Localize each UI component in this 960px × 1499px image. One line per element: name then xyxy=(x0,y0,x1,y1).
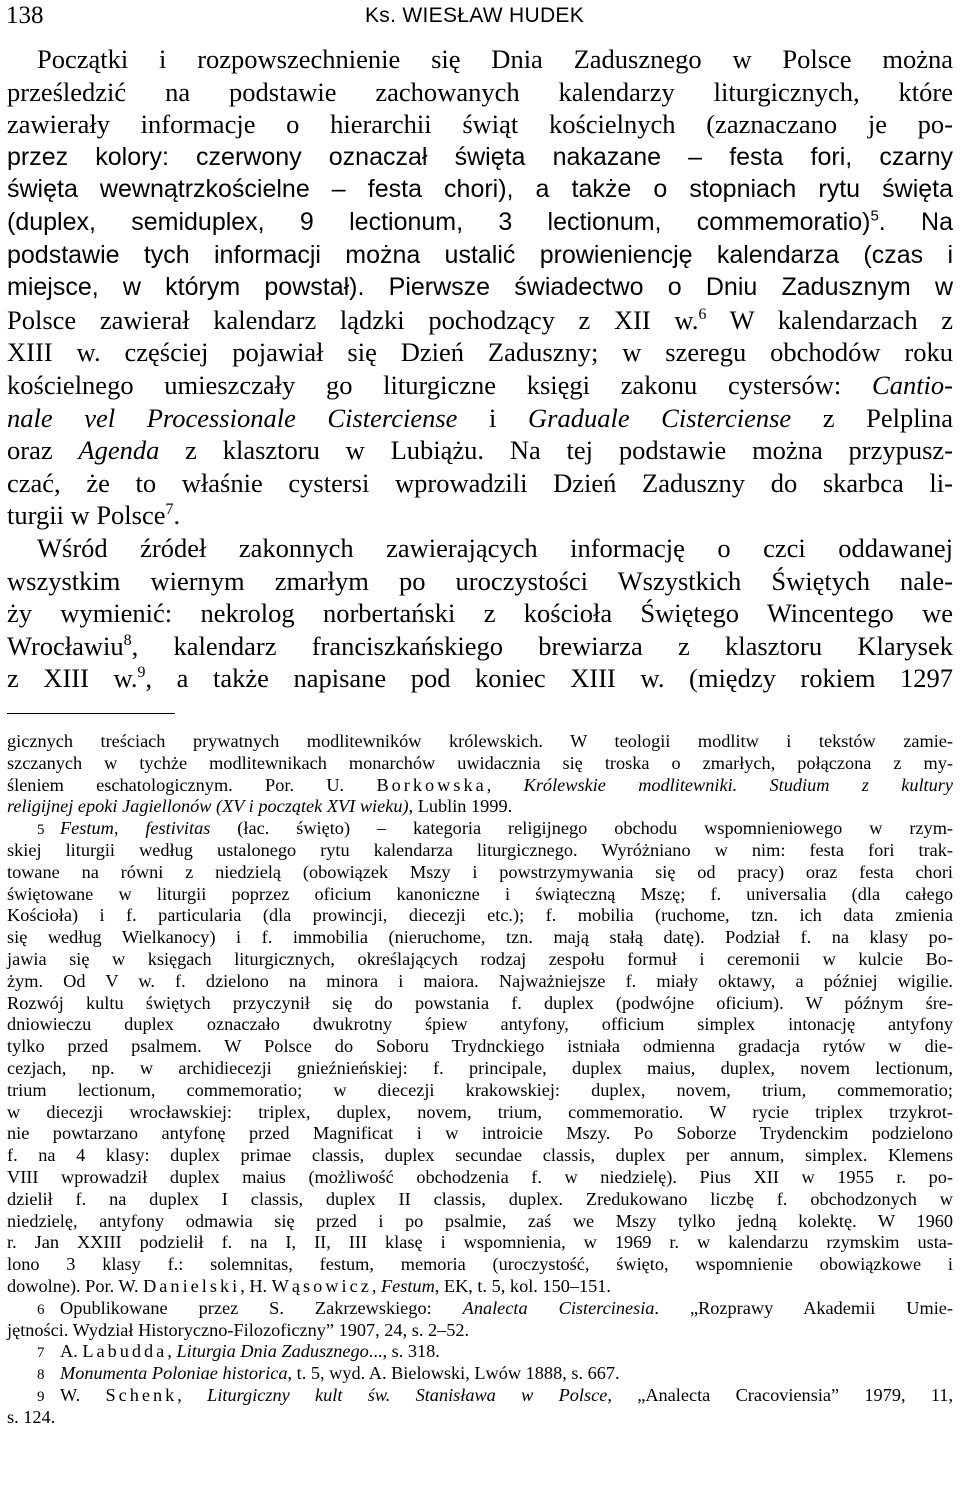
footnote-line: jętności. Wydział Historyczno-Filozoficzny” 1907, 24, s. 2–52. xyxy=(7,1319,470,1340)
text-line: przez kolory: czerwony oznaczał święta nakazane – festa fori, czarny xyxy=(7,142,953,171)
footnote-ref: 7 xyxy=(165,501,174,519)
footnote-line: świętowane w liturgii poprzez oficium kanoniczne i świąteczną Mszę; f. universalia (dla całego xyxy=(7,883,953,904)
footnote-line: dzielił f. na duplex I classis, duplex II classis, duplex. Zredukowano liczbę f. obchodzonych w xyxy=(7,1188,953,1209)
footnote-line: skiej liturgii według ustalonego rytu kalendarza liturgicznego. Wyróżniano w nim: festa fori trak- xyxy=(7,839,953,860)
footnote-line: 6 Opublikowane przez S. Zakrzewskiego: Analecta Cistercinesia. „Rozprawy Akademii Umie- xyxy=(7,1298,953,1320)
footnote-marker: 6 xyxy=(37,1301,45,1318)
footnotes xyxy=(7,731,953,1429)
text-line: Początki i rozpowszechnienie się Dnia Zadusznego w Polsce można xyxy=(37,44,953,74)
footnote-line: w diecezji wrocławskiej: triplex, duplex, novem, trium, commemoratio. W rycie triplex trzykrot- xyxy=(7,1101,953,1122)
text-line: Wśród źródeł zakonnych zawierających informację o czci oddawanej xyxy=(37,532,953,563)
footnote-line: się według Wielkanocy) i f. immobilia (nieruchome, tzn. mają stałą datę). Podział f. na klasy po- xyxy=(7,927,953,948)
running-head: Ks. WIESŁAW HUDEK xyxy=(365,4,585,27)
text-line: wszystkim wiernym zmarłym po uroczystości Wszystkich Świętych nale- xyxy=(7,565,953,596)
footnote-ref: 5 xyxy=(870,207,879,225)
footnote-separator xyxy=(7,713,175,714)
footnote-ref: 9 xyxy=(137,664,146,682)
text-line: kościelnego umieszczały go liturgiczne księgi zakonu cystersów: Cantio- xyxy=(7,369,953,400)
text-line: święta wewnątrzkościelne – festa chori), a także o stopniach rytu święta xyxy=(7,175,953,204)
footnote-line: tylko przed psalmem. W Polsce do Soboru Trydnckiego istniała odmienna gradacja rytów w die- xyxy=(7,1036,953,1057)
footnote-marker: 9 xyxy=(37,1388,45,1405)
text-line: miejsce, w którym powstał). Pierwsze świadectwo o Dniu Zadusznym w xyxy=(7,273,953,302)
footnote-line: gicznych treściach prywatnych modlitewników królewskich. W teologii modlitw i tekstów zamie- xyxy=(7,731,953,751)
footnote-ref: 6 xyxy=(698,305,707,323)
footnote-line: nie powtarzano antyfonę przed Magnificat i w introicie Mszy. Po Soborze Trydenckim podzielono xyxy=(7,1123,953,1144)
footnote-line: 7 A. Labudda, Liturgia Dnia Zadusznego..., s. 318. xyxy=(7,1341,953,1363)
text-line: oraz Agenda z klasztoru w Lubiążu. Na tej podstawie można przypusz- xyxy=(7,435,953,466)
footnote-line: r. Jan XXIII podzielił f. na I, II, III klasę i wspomnienia, w 1969 r. w kalendarzu rzymskim usta- xyxy=(7,1232,953,1253)
text-line: zawierały informacje o hierarchii świąt kościelnych (zaznaczano je po- xyxy=(7,109,953,140)
footnote-line: 5 Festum, festivitas (łac. święto) – kategoria religijnego obchodu wspomnieniowego w rzym- xyxy=(7,818,953,840)
footnote-line: dowolne). Por. W. Danielski, H. Wąsowicz, Festum, EK, t. 5, kol. 150–151. xyxy=(7,1275,611,1296)
footnote-line: trium lectionum, commemoratio; w diecezji krakowskiej: duplex, novem, trium, commemoratio; xyxy=(7,1079,953,1100)
footnote-marker: 5 xyxy=(37,822,45,839)
footnote-line: śleniem eschatologicznym. Por. U. Borkowska, Królewskie modlitewniki. Studium z kultury xyxy=(7,774,954,795)
text-line: turgii w Polsce$^7$. xyxy=(7,500,181,531)
text-line: czać, że to właśnie cystersi wprowadzili Dzień Zaduszny do skarbca li- xyxy=(7,467,953,498)
text-line: ży wymienić: nekrolog norbertański z kościoła Świętego Wincentego we xyxy=(7,598,953,629)
footnote-line: jawia się w księgach liturgicznych, określających rodzaj zespołu formuł i ceremonii w kulcie Bo- xyxy=(7,948,953,969)
footnote-line: religijnej epoki Jagiellonów (XV i początek XVI wieku), Lublin 1999. xyxy=(7,796,513,817)
text-line: (duplex, semiduplex, 9 lectionum, 3 lectionum, commemoratio)$^5$. Na xyxy=(7,207,953,236)
footnote-line: dniowieczu duplex oznaczało dwukrotny śpiew antyfony, officium simplex intonację antyfony xyxy=(7,1014,953,1035)
footnote-line: f. na 4 klasy: duplex primae classis, duplex secundae classis, duplex per annum, simplex. Klemens xyxy=(7,1145,953,1166)
text-line: podstawie tych informacji można ustalić prowieniencję kalendarza (czas i xyxy=(7,240,953,269)
body-text xyxy=(7,43,953,695)
page-header xyxy=(0,2,960,32)
footnote-line: towane na równi z niedzielą (obowiązek Mszy i powstrzymywania się od pracy) oraz festa chori xyxy=(7,861,953,882)
text-line: nale vel Processionale Cisterciense i Graduale Cisterciense z Pelplina xyxy=(7,402,953,433)
text-line: prześledzić na podstawie zachowanych kalendarzy liturgicznych, które xyxy=(7,76,953,107)
footnote-ref: 8 xyxy=(123,631,132,649)
footnote-line: szczanych w tychże modlitewnikach monarchów uwidacznia się troska o zmarłych, połączona z my- xyxy=(7,752,953,773)
footnote-line: niedzielę, antyfony odmawia się przed i po psalmie, zaś we Mszy tylko jedną kolektę. W 1960 xyxy=(7,1210,953,1231)
footnote-line: 8 Monumenta Poloniae historica, t. 5, wyd. A. Bielowski, Lwów 1888, s. 667. xyxy=(7,1363,953,1385)
footnote-line: Kościoła) i f. particularia (dla prowincji, diecezji etc.); f. mobilia (ruchome, tzn. ich data zmienia xyxy=(7,905,953,926)
footnote-marker: 8 xyxy=(37,1367,45,1384)
footnote-marker: 7 xyxy=(37,1345,45,1362)
text-line: Wrocławiu$^8$, kalendarz franciszkańskiego brewiarza z klasztoru Klarysek xyxy=(7,630,953,661)
footnote-line: VIII wprowadził duplex maius (możliwość obchodzenia f. w niedzielę). Pius XII w 1955 r. po- xyxy=(7,1166,953,1187)
footnote-line: żym. Od V w. f. dzielono na minora i maiora. Najważniejsze f. miały oktawy, a później wigilie. xyxy=(7,970,953,991)
footnote-line: Rozwój kultu świętych przyczynił się do powstania f. duplex (podwójne oficium). W późnym śre- xyxy=(7,992,953,1013)
text-line: Polsce zawierał kalendarz lądzki pochodzący z XII w.$^6$ W kalendarzach z xyxy=(7,304,953,335)
footnote-line: lono 3 klasy f.: solemnitas, festum, memoria (uroczystość, święto, wspomnienie obowiązkowe i xyxy=(7,1254,953,1275)
page-number: 138 xyxy=(6,2,44,29)
text-line: XIII w. częściej pojawiał się Dzień Zaduszny; w szeregu obchodów roku xyxy=(7,337,953,368)
footnote-line: s. 124. xyxy=(7,1406,56,1427)
footnote-line: cezjach, np. w archidiecezji gnieźnieńskiej: f. principale, duplex maius, duplex, novem lectionum, xyxy=(7,1057,953,1078)
text-line: z XIII w.$^9$, a także napisane pod koniec XIII w. (między rokiem 1297 xyxy=(7,663,954,694)
footnote-line: 9 W. Schenk, Liturgiczny kult św. Stanisława w Polsce, „Analecta Cracoviensia” 1979, 11, xyxy=(7,1385,953,1407)
